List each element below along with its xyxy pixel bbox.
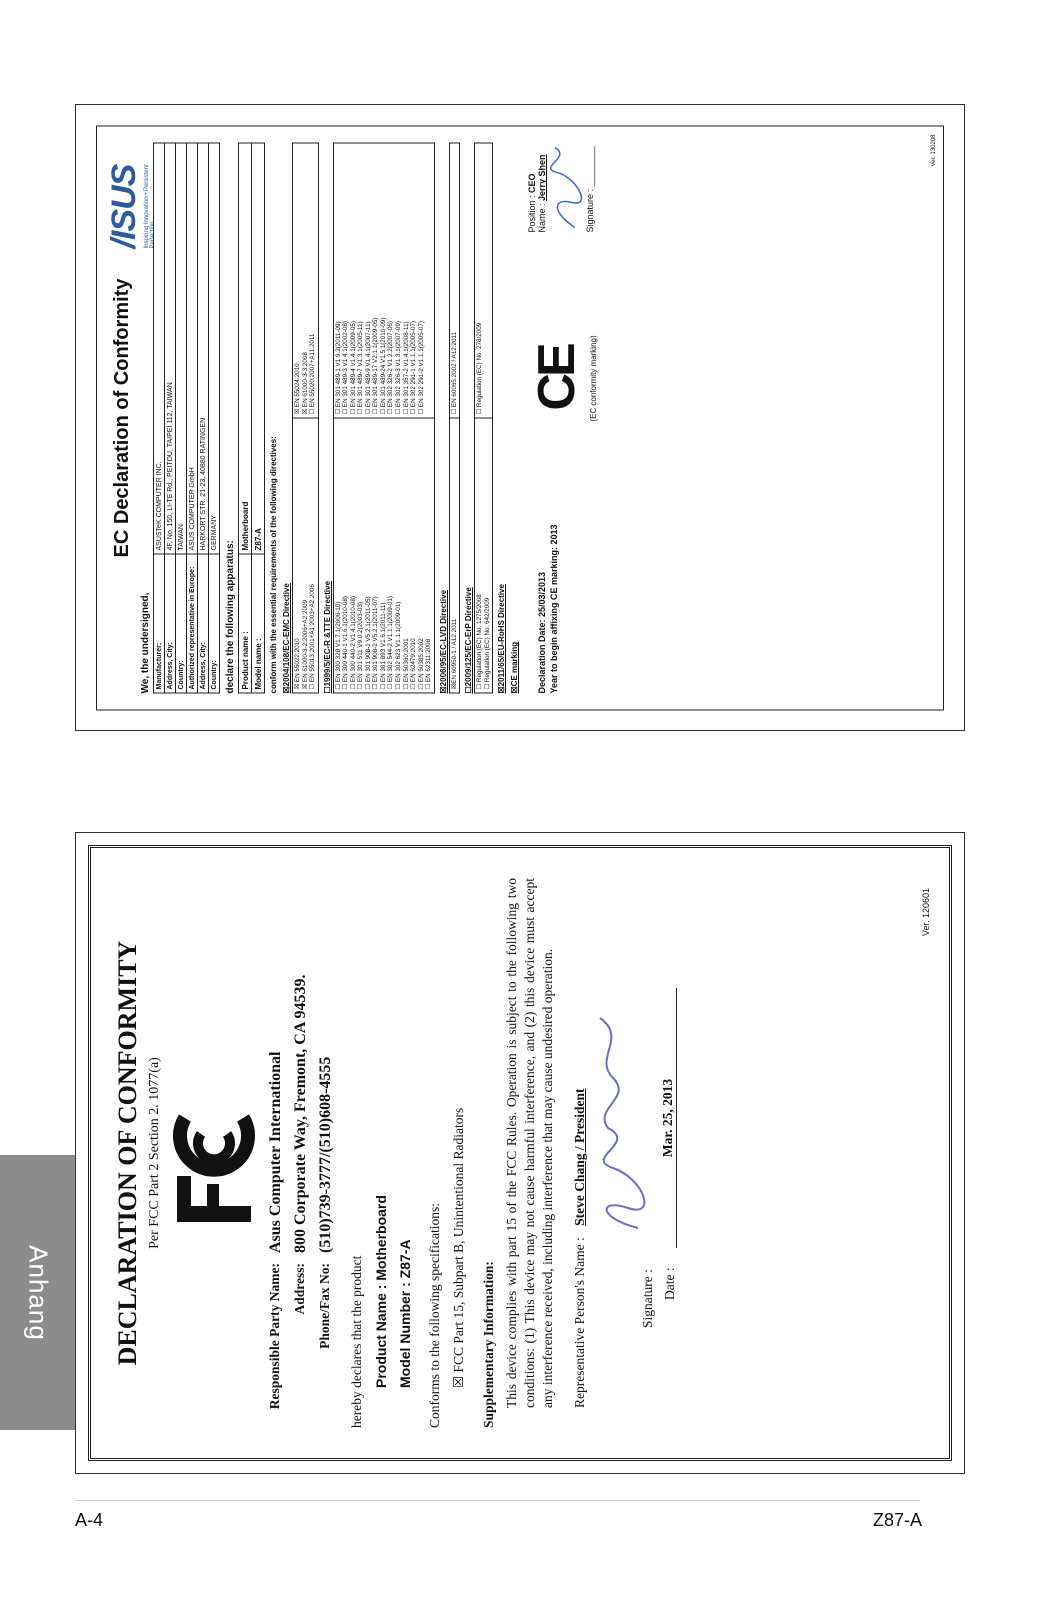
page-number: A-4 xyxy=(75,1510,104,1530)
manufacturer-table: Manufacturer: ASUSTeK COMPUTER INC. Address, City: 4F, No. 150, LI-TE Rd., PEITOU, TAIPEI 112, TAIWAN Country: TAIWAN Authorized representative in Europe: ASUS COMPUTER GmbH Address, City: HARKORT STR. 21-23, 40880 RATINGEN Country: GERMANY xyxy=(153,142,220,693)
emc-directive: ☒2004/108/EC-EMC Directive xyxy=(282,582,291,693)
fcc-version: Ver. 120601 xyxy=(921,888,931,937)
fcc-signature-icon xyxy=(588,1008,658,1238)
fcc-signature-label: Signature : xyxy=(639,1269,655,1328)
fcc-title: DECLARATION OF CONFORMITY xyxy=(113,940,142,1366)
ce-year: Year to begin affixing CE marking: 2013 xyxy=(549,523,560,693)
fcc-spec: ☒ FCC Part 15, Subpart B, Unintentional Radiators xyxy=(451,1107,466,1388)
rtte-directive: ☐1999/5/EC-R &TTE Directive xyxy=(322,580,332,693)
fcc-subtitle: Per FCC Part 2 Section 2. 1077(a) xyxy=(147,1057,162,1249)
apparatus-table: Product name : Motherboard Model name : Z87-A xyxy=(238,142,265,693)
conforms-text: Conforms to the following specifications: xyxy=(427,1203,442,1428)
rtte-standards: ☐ EN 300 328 V1.7.1(2006-10) ☐ EN 300 440-1 V1.6.1(2010-08) ☐ EN 300 440-2 V1.4.1(2010-08) ☐ EN 301 511 V9.0.2(2003-03) ☐ EN 301 908-1 V5.2.1(2011-05) ☐ EN 301 908-2 V5.2.1(2011-07) ☐ EN 301 893 V1.6.1(2011-11) ☐ EN 302 544-2 V1.1.1(2009-01) ☐ EN 302 623 V1.1.1(2009-01) ☐ EN 50360:2001 ☐ EN 62479:2010 ☐ EN 50385:2002 ☐ EN 62311:2008 ☐ EN 301 489-1 V1.9.2(2011-09) ☐ EN 301 489-3 V1.4.1(2002-08) ☐ EN 301 489-4 V1.4.1(2009-05) ☐ EN 301 489-7 V1.3.1(2005-11) ☐ EN 301 489-9 V1.4.1(2007-11) ☐ EN 301 489-17 V2.1.1(2009-05) ☐ EN 301 489-24 V1.5.1(2010-09) ☐ EN 302 326-2 V1.2.2(2007-06) ☐ EN 302 326-3 V1.3.1(2007-09) ☐ EN 301 357-2 V1.4.1(2008-11) ☐ EN 302 291-1 V1.1.1(2005-07) ☐ EN 302 291-2 V1.1.1(2005-07) xyxy=(333,142,435,693)
rep-value: Steve Chang / President xyxy=(571,1088,587,1226)
section-tab-label: Anhang xyxy=(23,1244,53,1341)
rep-label: Representative Person's Name : xyxy=(571,1237,587,1408)
party-label: Responsible Party Name: xyxy=(267,1263,282,1410)
address-label: Address: xyxy=(292,1263,307,1315)
asus-logo: /ISUS Inspiring Innovation • Persistent Perfection xyxy=(105,163,156,248)
undersigned-label: We, the undersigned, xyxy=(140,592,151,693)
party-value: Asus Computer International xyxy=(267,1051,284,1253)
ec-version: Ver. 130208 xyxy=(931,134,937,167)
supp-text: This device complies with part 15 of the FCC Rules. Operation is subject to the following two conditions: (1) This device may not cause harmful interference, and (2) this device must accept any interference received, including interference that may cause undesired operation. xyxy=(504,878,556,1408)
lvd-standards: ☒EN 60950-1 / A12:2011 ☐ EN 60065:2002 / A12:2011 xyxy=(449,142,461,693)
declares-text: hereby declares that the product xyxy=(349,1255,364,1428)
footer-divider xyxy=(75,1500,920,1501)
declaration-date: Declaration Date: 25/03/2013 xyxy=(537,571,548,693)
address-value: 800 Corporate Way, Fremont, CA 94539. xyxy=(292,974,309,1253)
phone-value: (510)739-3777/(510)608-4555 xyxy=(317,1056,334,1253)
section-tab xyxy=(0,1155,75,1430)
ec-declaration-panel: /ISUS Inspiring Innovation • Persistent Perfection EC Declaration of Conformity We, the undersigned, Manufacturer: ASUSTeK COMPUTER INC. Address, City: 4F, No. 150, LI-TE Rd., PEITOU, TAIPEI 112, TAIWAN Country: TAIWAN Authorized representative in Europe: ASUS COMPUTER GmbH Address, City: HARKORT STR. 21-23, 40880 RATINGEN Country: GERMANY declare the following apparatus: Product name : Motherboard Model name : Z87-A conform with the essential requirements of the following directives: ☒2004/108/EC-EMC Directive ☒ EN 55022:2010 ☒ EN 61000-3-2:2006+A2:2009 ☐ EN 55013:2001+A1:2003+A2:2006 ☒ EN 55024:2010 ☒ EN 61000-3-3:2008 ☐ EN 55020:2007+A11:2011 ☐1999/5/EC-R &TTE Directive ☐ EN 300 328 V1.7.1(2006-10) ☐ EN 300 440-1 V1.6.1(2010-08) ☐ EN 300 440-2 V1.4.1(2010-08) ☐ EN 301 511 V9.0.2(2003-03) ☐ EN 301 908-1 V5.2.1(2011-05) ☐ EN 301 908-2 V5.2.1(2011-07) ☐ EN 301 893 V1.6.1(2011-11) ☐ EN 302 544-2 V1.1.1(2009-01) ☐ EN 302 623 V1.1.1(2009-01) ☐ EN 50360:2001 ☐ EN 62479:2010 ☐ EN 50385:2002 ☐ EN 62311:2008 ☐ EN 301 489-1 V1.9.2(2011-09) ☐ EN 301 489-3 V1.4.1(2002-08) ☐ EN 301 489-4 V1.4.1(2009-05) ☐ EN 301 489-7 V1.3.1(2005-11) ☐ EN 301 489-9 V1.4.1(2007-11) ☐ EN 301 489-17 V2.1.1(2009-05) ☐ EN 301 489-24 V1.5.1(2010-09) ☐ EN 302 326-2 V1.2.2(2007-06) ☐ EN 302 326-3 V1.3.1(2007-09) ☐ EN 301 357-2 V1.4.1(2008-11) ☐ EN 302 291-1 V1.1.1(2005-07) ☐ EN 302 291-2 V1.1.1(2005-07) ☒2006/95/EC-LVD Directive ☒EN 60950-1 / A12:2011 ☐ EN 60065:2002 / A12:2011 ☐2009/125/EC-ErP Directive ☐ Regulation (EC) No. 1275/2008 ☐ Regulation (EC) No. 642/2009 ☐ Regulation (EC) No. 278/2009 ☒2011/65/EU-RoHS Directive ☒CE marking Declaration Date: 25/03/2013 Year to begin affixing CE marking: 2013 CE (EC conformity marking) Position : CEO Name : Jerry Shen Signature : ________ Ver. 130208 xyxy=(75,104,965,731)
rohs-directive: ☒2011/65/EU-RoHS Directive xyxy=(497,583,507,693)
erp-standards: ☐ Regulation (EC) No. 1275/2008 ☐ Regulation (EC) No. 642/2009 ☐ Regulation (EC) No. 278/2009 xyxy=(474,142,493,693)
ec-signature-label: Signature : xyxy=(585,188,596,232)
ec-title: EC Declaration of Conformity xyxy=(111,278,133,557)
fcc-date-value: Mar. 25, 2013 xyxy=(660,988,677,1248)
footer-model: Z87-A xyxy=(872,1510,922,1530)
fcc-logo-icon xyxy=(171,1078,257,1228)
signer-name: Jerry Shen xyxy=(537,153,548,201)
model-number: Model Number : Z87-A xyxy=(397,1239,413,1388)
ce-mark-icon: CE xyxy=(528,345,587,411)
ec-marking-caption: (EC conformity marking) xyxy=(589,334,599,422)
fcc-declaration-panel xyxy=(75,832,965,1474)
ec-signature-icon xyxy=(547,142,583,232)
ce-marking-label: ☒CE marking xyxy=(510,641,520,693)
lvd-directive: ☒2006/95/EC-LVD Directive xyxy=(438,589,448,693)
product-name: Product Name : Motherboard xyxy=(373,1195,389,1388)
declare-label: declare the following apparatus: xyxy=(225,539,236,693)
fcc-date-label: Date : xyxy=(661,1267,677,1300)
phone-label: Phone/Fax No: xyxy=(317,1263,332,1349)
emc-standards: ☒ EN 55022:2010 ☒ EN 61000-3-2:2006+A2:2009 ☐ EN 55013:2001+A1:2003+A2:2006 ☒ EN 55024:2010 ☒ EN 61000-3-3:2008 ☐ EN 55020:2007+A11:2011 xyxy=(292,142,319,693)
position-value: CEO xyxy=(527,172,538,193)
erp-directive: ☐2009/125/EC-ErP Directive xyxy=(464,586,474,693)
supp-title: Supplementary Information: xyxy=(481,1261,496,1428)
conform-label: conform with the essential requirements of the following directives: xyxy=(269,435,278,693)
